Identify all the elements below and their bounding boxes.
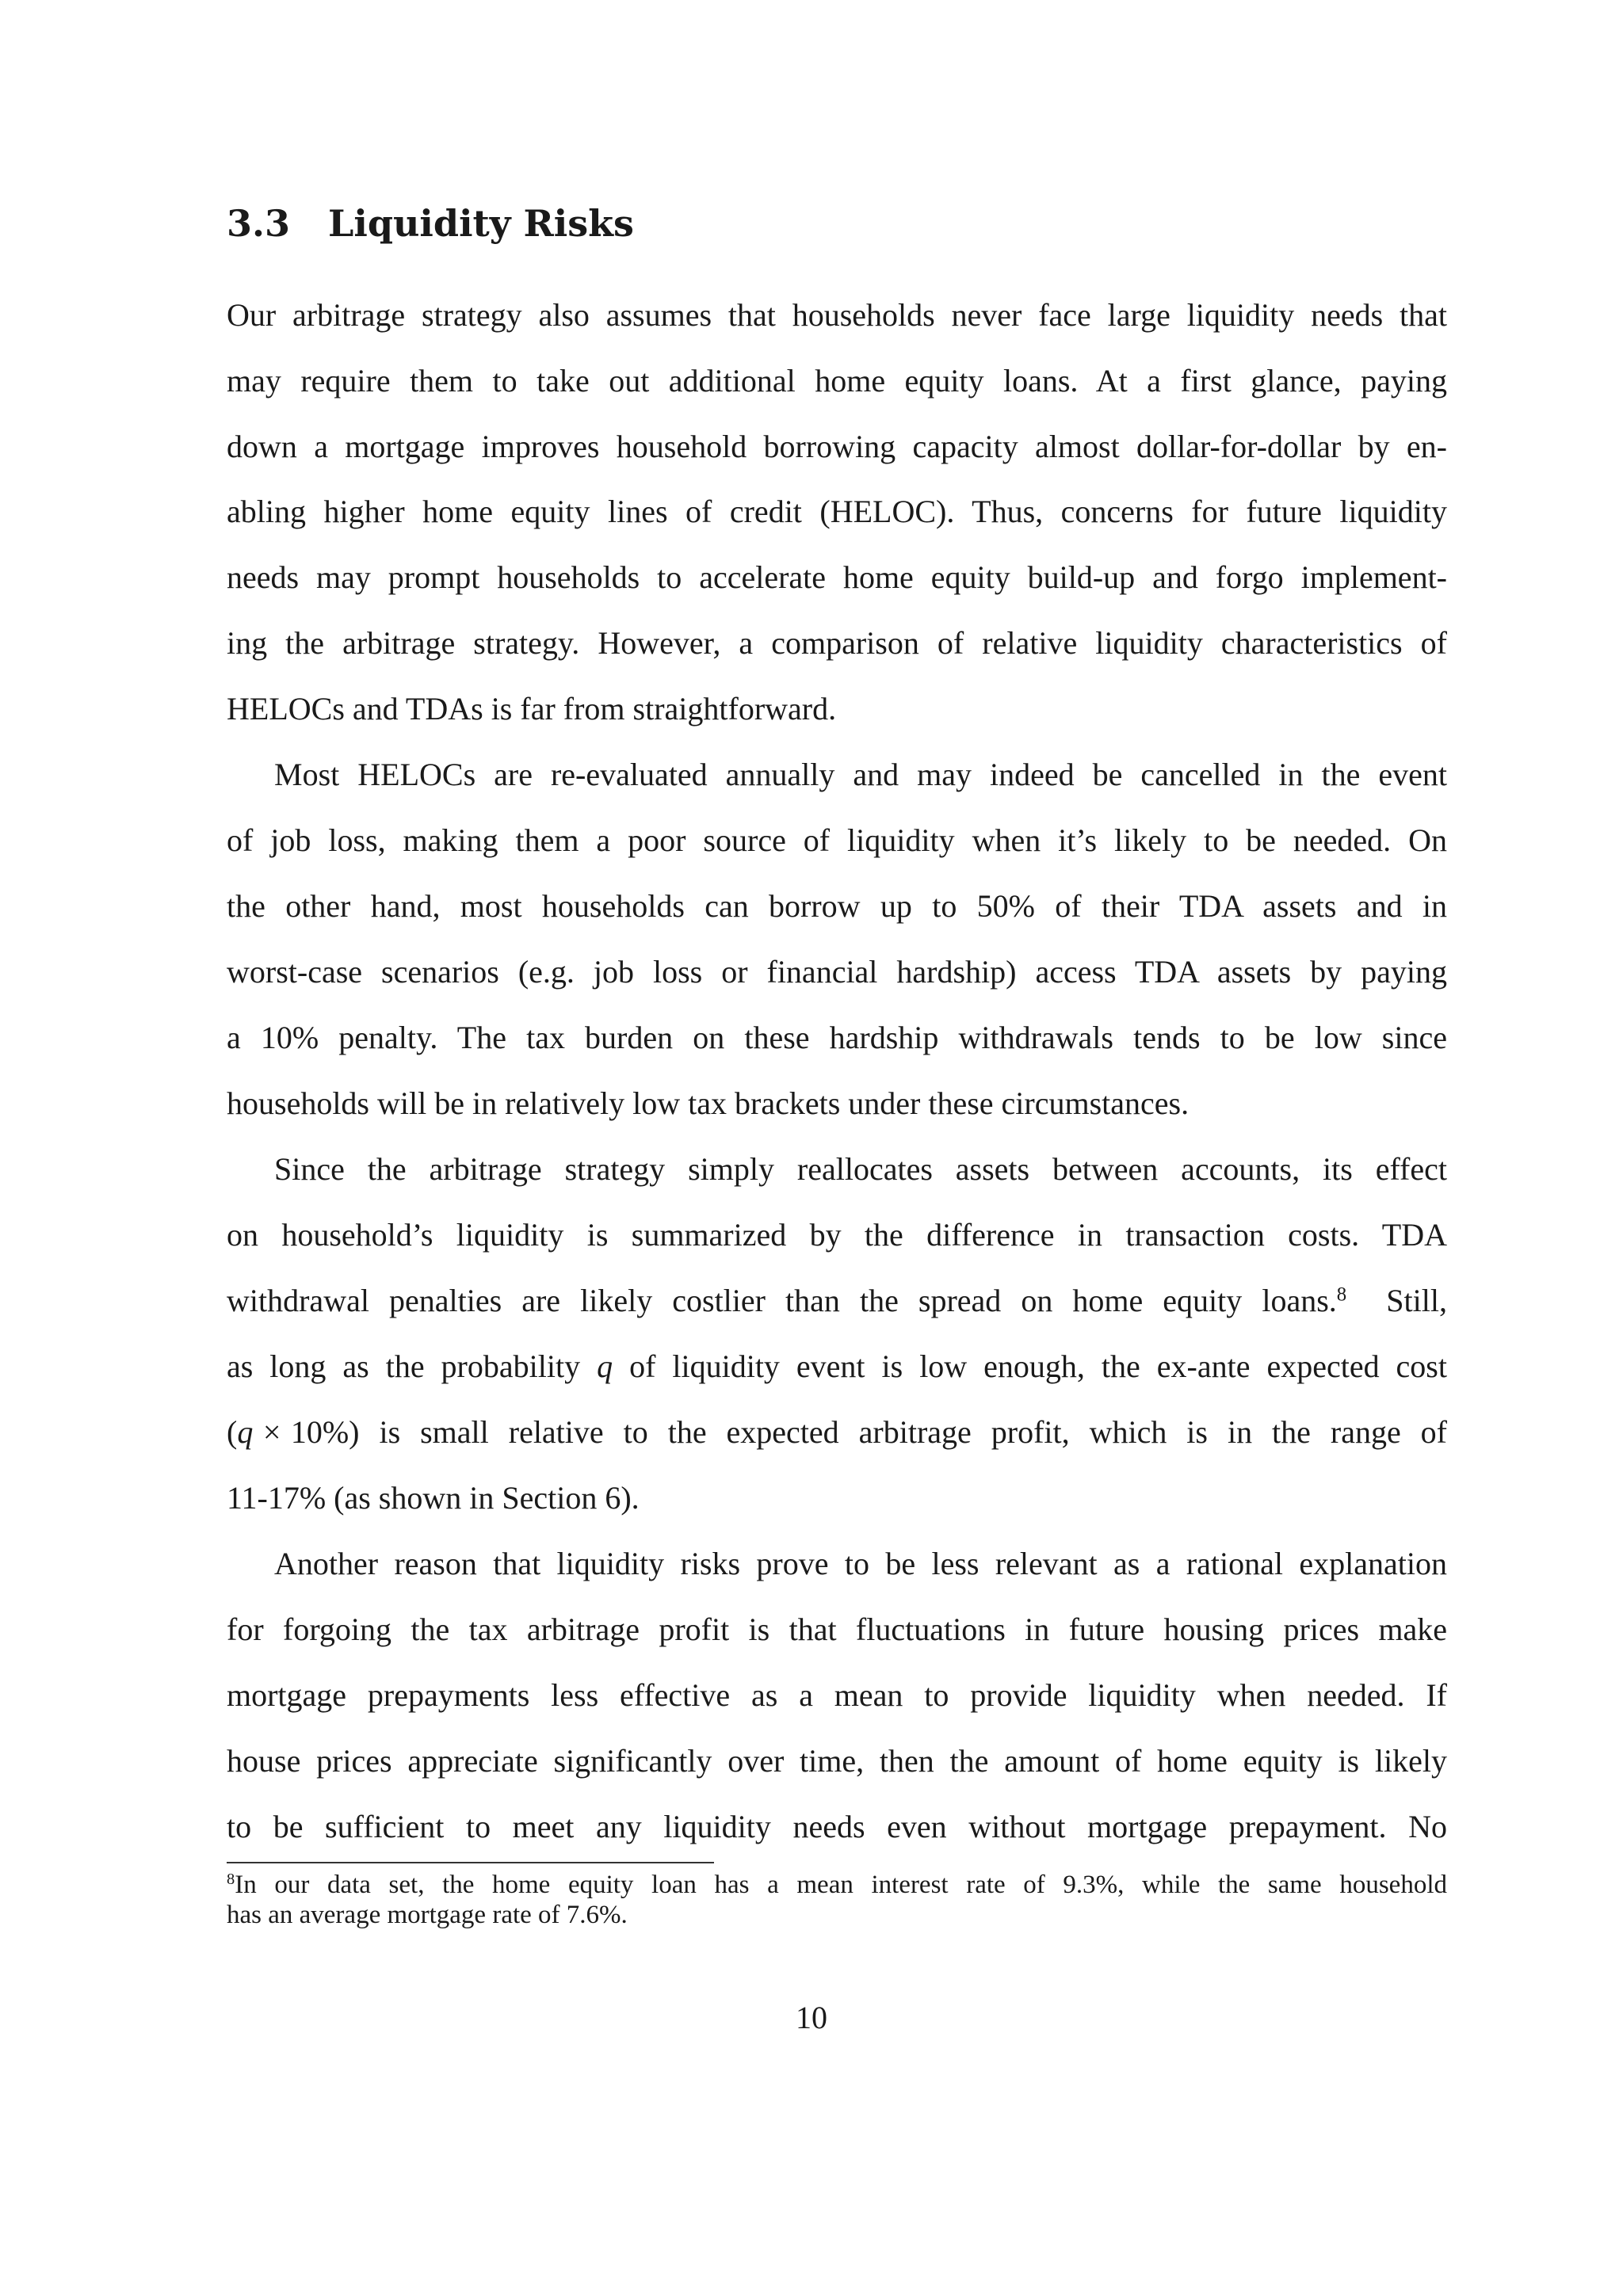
paragraph-3-line-4-tail: of liquidity event is low enough, the ex-ante expected cost xyxy=(613,1348,1447,1384)
paragraph-3-line-4-text: as long as the probability xyxy=(227,1348,581,1384)
footnote-reference: 8 xyxy=(1336,1283,1347,1306)
footnote-text-1: In our data set, the home equity loan has a mean interest rate of 9.3%, while the same household xyxy=(235,1871,1447,1899)
paragraph-1-line-1: Our arbitrage strategy also assumes that households never face large liquidity needs that xyxy=(227,297,1447,333)
paragraph-3-line-4 xyxy=(227,1344,1447,1389)
paragraph-4-line-4: house prices appreciate significantly over time, then the amount of home equity is likely xyxy=(227,1743,1447,1779)
paragraph-3-line-3-text: withdrawal penalties are likely costlier than the spread on home equity loans. xyxy=(227,1283,1337,1318)
paragraph-2-line-3: the other hand, most households can borrow up to 50% of their TDA assets and in xyxy=(227,888,1447,924)
section-heading xyxy=(227,200,634,247)
paragraph-4-line-1: Another reason that liquidity risks prove to be less relevant as a rational explanation xyxy=(274,1546,1447,1581)
footnote-line-1 xyxy=(227,1870,1447,1900)
paragraph-4-line-3: mortgage prepayments less effective as a mean to provide liquidity when needed. If xyxy=(227,1677,1447,1713)
paragraph-2-line-6: households will be in relatively low tax brackets under these circumstances. xyxy=(227,1085,1190,1121)
paragraph-4-line-5: to be sufficient to meet any liquidity needs even without mortgage prepayment. No xyxy=(227,1809,1447,1844)
probability-variable-2: q xyxy=(237,1414,254,1450)
section-number: 3.3 xyxy=(227,202,291,245)
paragraph-3-line-5 xyxy=(227,1410,1447,1455)
paragraph-2-line-4: worst-case scenarios (e.g. job loss or financial hardship) access TDA assets by paying xyxy=(227,954,1447,990)
paragraph-1-line-5: needs may prompt households to accelerate home equity build-up and forgo implement- xyxy=(227,559,1447,595)
paragraph-3-line-5-tail: × 10%) is small relative to the expected arbitrage profit, which is in the range of xyxy=(253,1414,1447,1450)
paragraph-1-line-7: HELOCs and TDAs is far from straightforward. xyxy=(227,691,837,727)
paragraph-3-line-1: Since the arbitrage strategy simply reallocates assets between accounts, its effect xyxy=(274,1151,1447,1187)
paragraph-2-line-2: of job loss, making them a poor source of liquidity when it’s likely to be needed. On xyxy=(227,822,1447,858)
paragraph-1-line-6: ing the arbitrage strategy. However, a comparison of relative liquidity characteristics of xyxy=(227,625,1447,661)
section-title: Liquidity Risks xyxy=(328,202,634,245)
footnote-divider xyxy=(227,1862,714,1863)
paragraph-1-line-4: abling higher home equity lines of credit (HELOC). Thus, concerns for future liquidity xyxy=(227,494,1447,529)
paragraph-1-line-2: may require them to take out additional home equity loans. At a first glance, paying xyxy=(227,363,1447,399)
paragraph-3-line-6: 11-17% (as shown in Section 6). xyxy=(227,1480,640,1516)
footnote-marker: 8 xyxy=(227,1870,235,1888)
paragraph-2-line-5: a 10% penalty. The tax burden on these hardship withdrawals tends to be low since xyxy=(227,1020,1447,1055)
paragraph-2-line-1: Most HELOCs are re-evaluated annually and may indeed be cancelled in the event xyxy=(274,757,1447,792)
probability-variable: q xyxy=(597,1348,613,1384)
paragraph-3-line-3-tail: Still, xyxy=(1346,1283,1447,1318)
paragraph-1-line-3: down a mortgage improves household borrowing capacity almost dollar-for-dollar by en- xyxy=(227,429,1447,464)
page-number: 10 xyxy=(796,2000,827,2035)
paragraph-3-line-2: on household’s liquidity is summarized by the difference in transaction costs. TDA xyxy=(227,1217,1447,1253)
paragraph-3-line-3 xyxy=(227,1279,1447,1323)
paragraph-3-line-5-open: ( xyxy=(227,1414,238,1450)
paragraph-4-line-2: for forgoing the tax arbitrage profit is that fluctuations in future housing prices make xyxy=(227,1611,1447,1647)
footnote-line-2: has an average mortgage rate of 7.6%. xyxy=(227,1901,628,1929)
